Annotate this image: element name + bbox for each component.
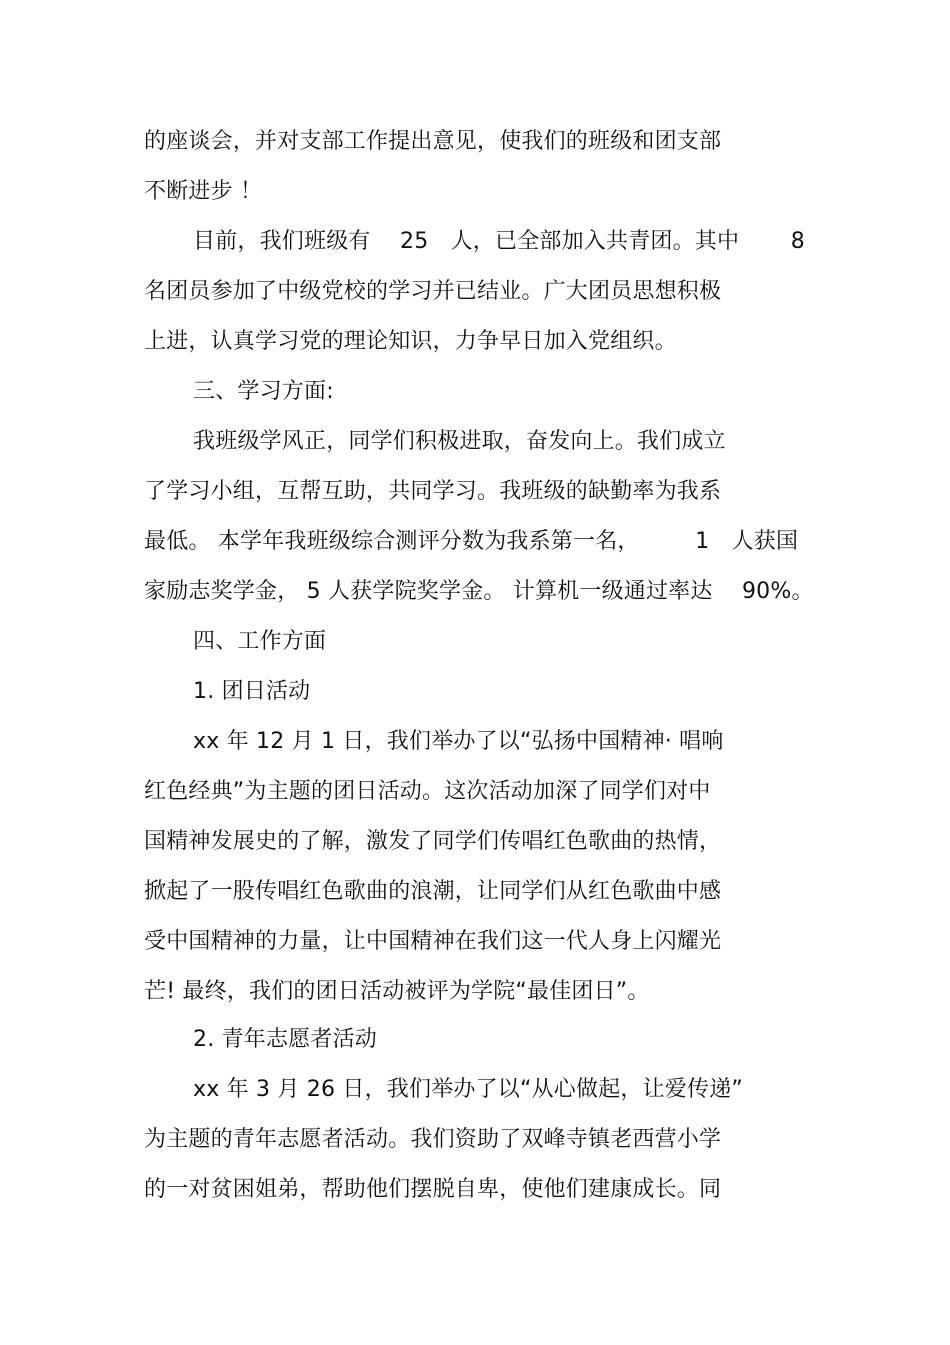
paragraph-line: 为主题的青年志愿者活动。我们资助了双峰寺镇老西营小学 bbox=[144, 1127, 722, 1152]
paragraph-line: 的一对贫困姐弟，帮助他们摆脱自卑，使他们建康成长。同 bbox=[144, 1177, 722, 1202]
paragraph-line: 芒! 最终，我们的团日活动被评为学院“最佳团日”。 bbox=[144, 979, 650, 1004]
paragraph-line: xx 年 12 月 1 日，我们举办了以“弘扬中国精神· 唱响 bbox=[193, 729, 724, 754]
paragraph-line: 目前，我们班级有 25 人，已全部加入共青团。其中 8 bbox=[193, 229, 805, 254]
paragraph-line: 名团员参加了中级党校的学习并已结业。广大团员思想积极 bbox=[144, 279, 722, 304]
subsection-heading: 1. 团日活动 bbox=[193, 679, 311, 704]
paragraph-line: 红色经典”为主题的团日活动。这次活动加深了同学们对中 bbox=[144, 779, 711, 804]
paragraph-line: 的座谈会，并对支部工作提出意见，使我们的班级和团支部 bbox=[144, 129, 722, 154]
paragraph-line: 家励志奖学金， 5 人获学院奖学金。 计算机一级通过率达 90%。 bbox=[144, 579, 814, 604]
section-heading: 三、学习方面: bbox=[193, 379, 334, 404]
paragraph-line: 上进，认真学习党的理论知识，力争早日加入党组织。 bbox=[144, 329, 677, 354]
paragraph-line: 最低。 本学年我班级综合测评分数为我系第一名， 1 人获国 bbox=[144, 529, 799, 554]
subsection-heading: 2. 青年志愿者活动 bbox=[193, 1027, 377, 1052]
paragraph-line: 了学习小组，互帮互助，共同学习。我班级的缺勤率为我系 bbox=[144, 479, 722, 504]
section-heading: 四、工作方面 bbox=[193, 629, 327, 654]
paragraph-line: 国精神发展史的了解，激发了同学们传唱红色歌曲的热情， bbox=[144, 829, 722, 854]
paragraph-line: 不断进步 ！ bbox=[144, 179, 263, 204]
paragraph-line: 受中国精神的力量，让中国精神在我们这一代人身上闪耀光 bbox=[144, 929, 722, 954]
paragraph-line: xx 年 3 月 26 日，我们举办了以“从心做起，让爱传递” bbox=[193, 1077, 743, 1102]
paragraph-line: 我班级学风正，同学们积极进取，奋发向上。我们成立 bbox=[193, 429, 726, 454]
paragraph-line: 掀起了一股传唱红色歌曲的浪潮，让同学们从红色歌曲中感 bbox=[144, 879, 722, 904]
